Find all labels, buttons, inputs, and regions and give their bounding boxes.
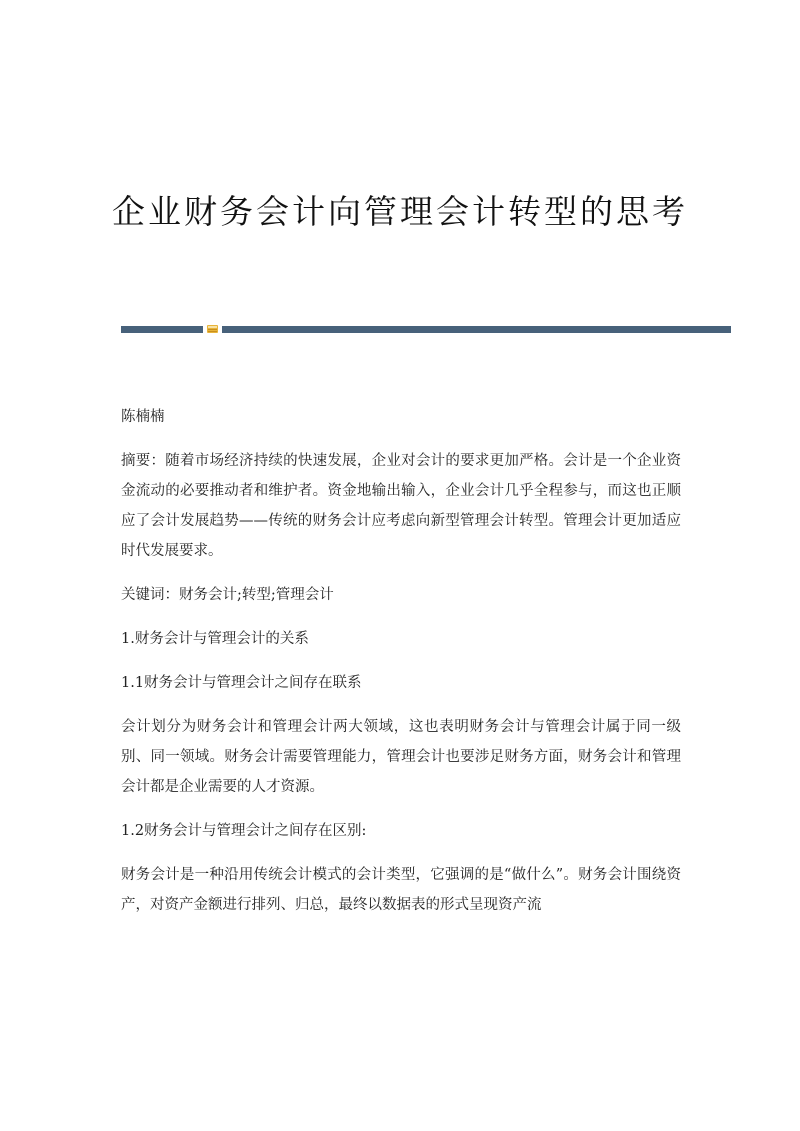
divider-bar-left [121, 326, 203, 333]
keywords-line: 关键词：财务会计;转型;管理会计 [121, 587, 334, 603]
section-heading: 1.财务会计与管理会计的关系 [121, 631, 309, 647]
divider-bar-right [222, 326, 731, 333]
document-body [121, 402, 681, 934]
author-name: 陈楠楠 [121, 409, 165, 425]
title-divider [121, 326, 731, 333]
document-title: 企业财务会计向管理会计转型的思考 [112, 192, 688, 231]
body-paragraph: 会计划分为财务会计和管理会计两大领域，这也表明财务会计与管理会计属于同一级别、同一领域。财务会计需要管理能力，管理会计也要涉足财务方面，财务会计和管理会计都是企业需要的人才资源。 [121, 719, 681, 795]
book-emblem-icon [206, 323, 219, 335]
body-paragraph: 财务会计是一种沿用传统会计模式的会计类型，它强调的是“做什么”。财务会计围绕资产，对资产金额进行排列、归总，最终以数据表的形式呈现资产流 [121, 867, 681, 913]
subsection-heading: 1.1财务会计与管理会计之间存在联系 [121, 675, 362, 691]
abstract-paragraph: 摘要：随着市场经济持续的快速发展，企业对会计的要求更加严格。会计是一个企业资金流动的必要推动者和维护者。资金地输出输入，企业会计几乎全程参与，而这也正顺应了会计发展趋势——传统的财务会计应考虑向新型管理会计转型。管理会计更加适应时代发展要求。 [121, 453, 681, 559]
subsection-heading: 1.2财务会计与管理会计之间存在区别: [121, 823, 367, 839]
